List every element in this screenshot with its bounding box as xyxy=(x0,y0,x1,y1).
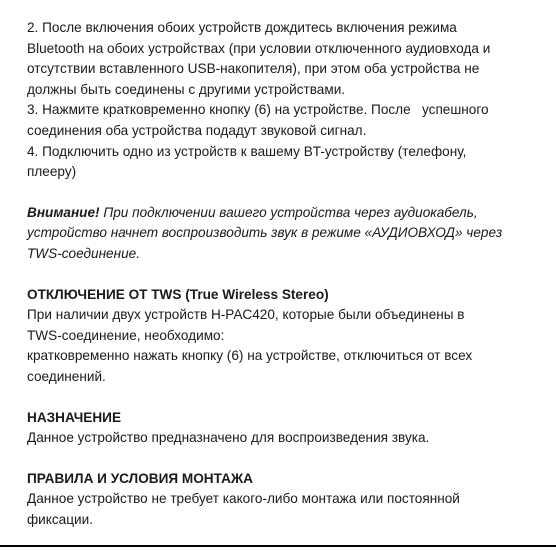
step-4-paragraph xyxy=(27,142,537,183)
spacer xyxy=(27,183,537,203)
step-2-line-1: 2. После включения обоих устройств дождитесь включения режима xyxy=(27,20,457,35)
tws-off-line-1: При наличии двух устройств H-PAC420, которые были объединены в xyxy=(27,307,465,323)
step-2-paragraph xyxy=(27,18,537,100)
tws-off-line-3: кратковременно нажать кнопку (6) на устройстве, отключиться от всех xyxy=(27,348,473,364)
mounting-line-2: фиксации. xyxy=(27,511,93,527)
page-bottom-divider xyxy=(0,545,556,547)
purpose-heading: НАЗНАЧЕНИЕ xyxy=(27,409,122,425)
warning-label: Внимание! xyxy=(27,204,100,220)
tws-off-heading: ОТКЛЮЧЕНИЕ ОТ TWS (True Wireless Stereo) xyxy=(27,286,329,302)
tws-off-section xyxy=(27,285,537,388)
step-2-line-3: отсутствии вставленного USB-накопителя), при этом оба устройства не xyxy=(27,61,480,77)
step-3-paragraph xyxy=(27,100,537,141)
spacer xyxy=(27,388,537,408)
step-2-line-4: должны быть соединены с другими устройствами. xyxy=(27,81,346,97)
step-3-line-2: соединения оба устройства подадут звуковой сигнал. xyxy=(27,122,367,138)
tws-off-line-4: соединений. xyxy=(27,368,106,384)
tws-off-line-2: TWS-соединение, необходимо: xyxy=(27,327,225,343)
warning-line-1-text: При подключении вашего устройства через аудиокабель, xyxy=(99,204,478,220)
spacer xyxy=(27,265,537,285)
step-3-line-1: 3. Нажмите кратковременно кнопку (6) на устройстве. После успешного xyxy=(27,102,489,118)
step-2-line-2: Bluetooth на обоих устройствах (при условии отключенного аудиовхода и xyxy=(27,40,491,56)
mounting-section xyxy=(27,469,537,531)
step-4-line-2: плееру) xyxy=(27,164,77,180)
purpose-text: Данное устройство предназначено для воспроизведения звука. xyxy=(27,430,430,446)
warning-line-2: устройство начнет воспроизводить звук в режиме «АУДИОВХОД» через xyxy=(27,225,503,241)
warning-line-1 xyxy=(27,203,537,224)
warning-line-3: TWS-соединение. xyxy=(27,245,140,261)
warning-paragraph xyxy=(27,203,537,265)
spacer xyxy=(27,449,537,469)
step-4-line-1: 4. Подключить одно из устройств к вашему BT-устройству (телефону, xyxy=(27,143,467,159)
purpose-section xyxy=(27,408,537,449)
mounting-line-1: Данное устройство не требует какого-либо монтажа или постоянной xyxy=(27,491,460,507)
manual-text xyxy=(27,18,537,530)
mounting-heading: ПРАВИЛА И УСЛОВИЯ МОНТАЖА xyxy=(27,470,253,486)
